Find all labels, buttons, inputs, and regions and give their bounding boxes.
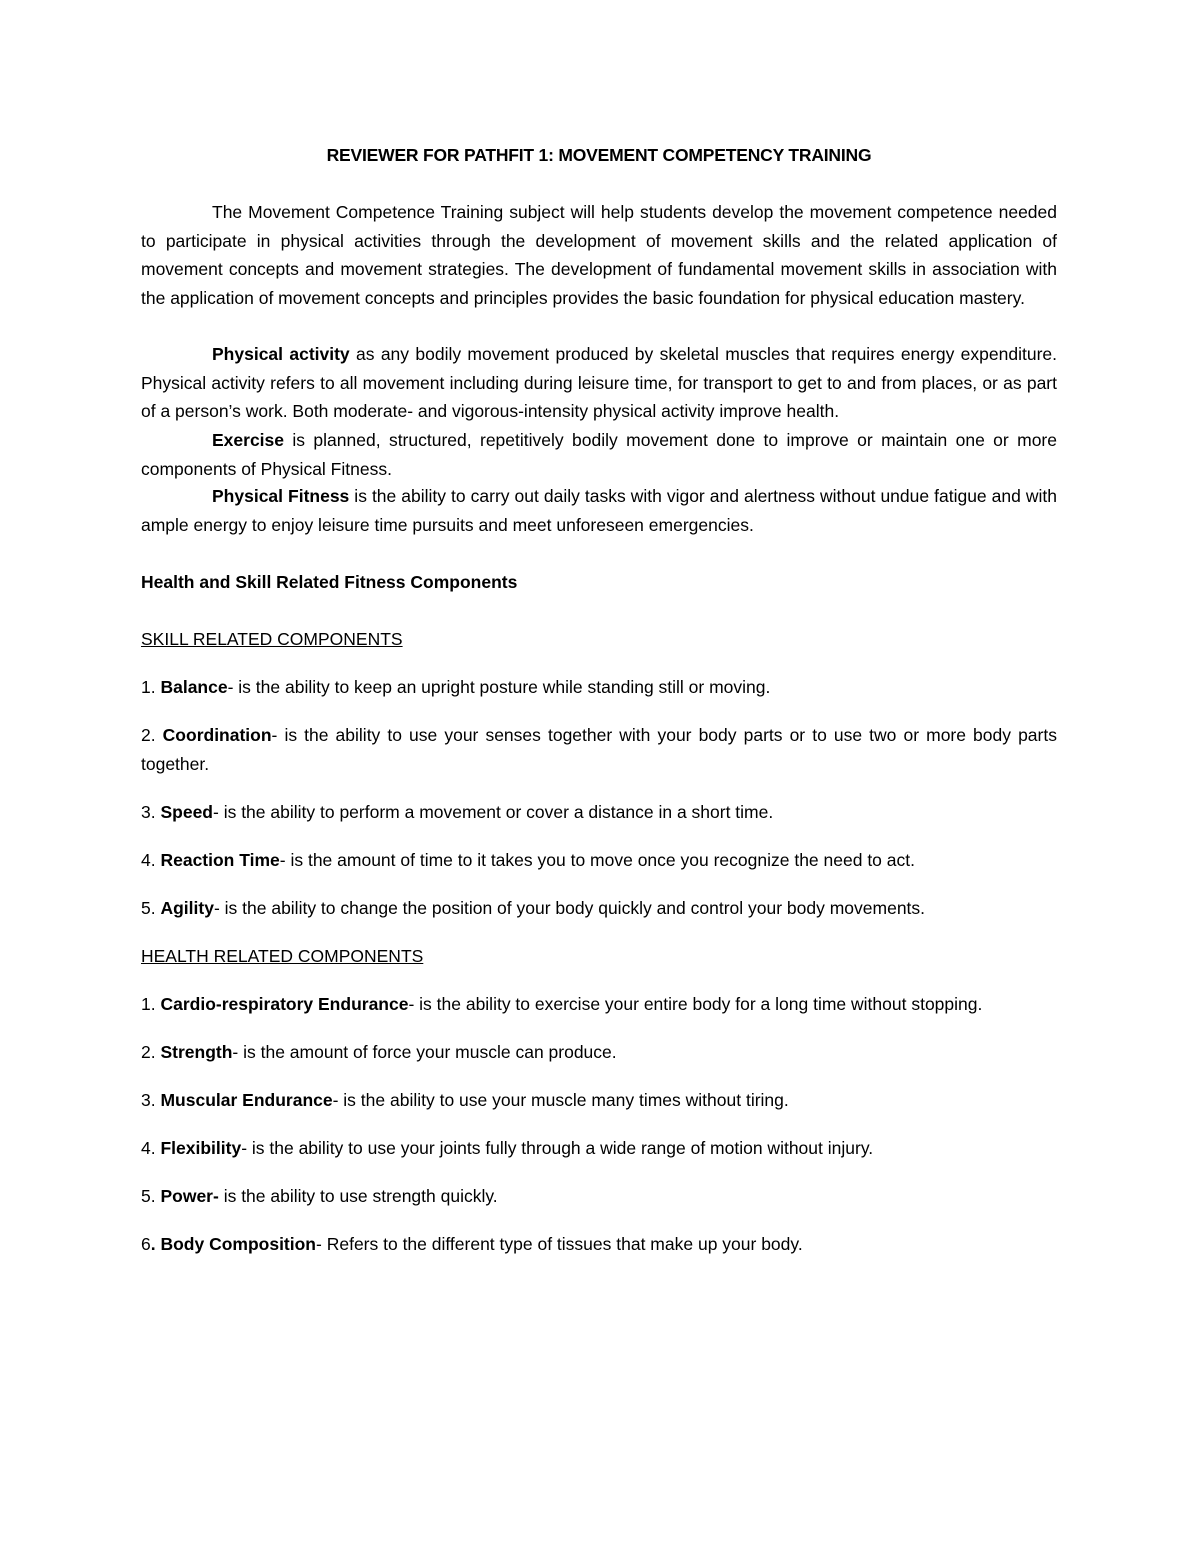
health-item-strength <box>141 1038 1057 1067</box>
health-item-flexibility <box>141 1134 1057 1163</box>
definition-exercise <box>141 426 1057 483</box>
item-number: 4. <box>141 850 161 870</box>
skill-item-speed <box>141 798 1057 827</box>
item-text: - is the ability to perform a movement or cover a distance in a short time. <box>213 802 774 822</box>
document-title: REVIEWER FOR PATHFIT 1: MOVEMENT COMPETENCY TRAINING <box>326 145 872 165</box>
skill-item-coordination <box>141 721 1057 778</box>
definition-term: Physical activity <box>212 344 350 364</box>
item-number: 2. <box>141 725 163 745</box>
item-term: Muscular Endurance <box>160 1090 333 1110</box>
health-item-power <box>141 1182 1057 1211</box>
definition-physical-fitness <box>141 482 1057 539</box>
item-number: 5. <box>141 1186 161 1206</box>
definition-text: as any bodily movement produced by skeletal muscles that requires energy expenditure. Physical activity refers to all movement including during leisure time, for transport to get to and from places, or as part of a person’s work. Both moderate- and vigorous-intensity physical activity improve health. <box>141 344 1057 421</box>
definition-term: Exercise <box>212 430 285 450</box>
item-term: . Body Composition <box>150 1234 317 1254</box>
item-number: 4. <box>141 1138 161 1158</box>
item-number: 1. <box>141 994 161 1014</box>
health-item-cardio <box>141 990 1057 1019</box>
item-number: 1. <box>141 677 161 697</box>
health-item-body-composition <box>141 1230 1057 1259</box>
definition-text: is the ability to carry out daily tasks with vigor and alertness without undue fatigue and with ample energy to enjoy leisure time pursuits and meet unforeseen emergencies. <box>141 486 1057 535</box>
item-term: Strength <box>160 1042 233 1062</box>
item-term: Cardio-respiratory Endurance <box>160 994 409 1014</box>
item-number: 5. <box>141 898 161 918</box>
definition-text: is planned, structured, repetitively bodily movement done to improve or maintain one or more components of Physical Fitness. <box>141 430 1057 479</box>
intro-paragraph: The Movement Competence Training subject will help students develop the movement competence needed to participate in physical activities through the development of movement skills and the related application of movement concepts and movement strategies. The development of fundamental movement skills in association with the application of movement concepts and principles provides the basic foundation for physical education mastery. <box>141 202 1057 308</box>
item-term: Speed <box>160 802 213 822</box>
health-item-muscular-endurance <box>141 1086 1057 1115</box>
item-term: Agility <box>160 898 214 918</box>
item-text: - is the ability to use your joints fully through a wide range of motion without injury. <box>241 1138 874 1158</box>
skill-item-reaction-time <box>141 846 1057 875</box>
skill-item-agility <box>141 894 1057 923</box>
item-text: is the ability to use strength quickly. <box>218 1186 498 1206</box>
item-text: - is the ability to exercise your entire body for a long time without stopping. <box>408 994 983 1014</box>
item-term: Flexibility <box>160 1138 242 1158</box>
item-number: 6 <box>141 1234 151 1254</box>
item-text: - is the ability to change the position of your body quickly and control your body movements. <box>213 898 926 918</box>
item-term: Power- <box>160 1186 219 1206</box>
item-text: - Refers to the different type of tissues that make up your body. <box>316 1234 803 1254</box>
item-text: - is the ability to keep an upright posture while standing still or moving. <box>227 677 771 697</box>
item-text: - is the ability to use your senses together with your body parts or to use two or more body parts together. <box>141 725 1057 774</box>
item-term: Reaction Time <box>160 850 280 870</box>
skill-related-heading: SKILL RELATED COMPONENTS <box>141 629 403 649</box>
item-text: - is the ability to use your muscle many times without tiring. <box>332 1090 789 1110</box>
item-term: Coordination <box>162 725 272 745</box>
item-term: Balance <box>160 677 228 697</box>
item-text: - is the amount of time to it takes you to move once you recognize the need to act. <box>279 850 915 870</box>
definition-physical-activity <box>141 340 1057 426</box>
skill-item-balance <box>141 673 1057 702</box>
item-number: 3. <box>141 1090 161 1110</box>
item-number: 3. <box>141 802 161 822</box>
components-heading: Health and Skill Related Fitness Components <box>141 572 518 592</box>
item-number: 2. <box>141 1042 161 1062</box>
item-text: - is the amount of force your muscle can produce. <box>232 1042 617 1062</box>
definition-term: Physical Fitness <box>212 486 350 506</box>
health-related-heading: HEALTH RELATED COMPONENTS <box>141 946 424 966</box>
